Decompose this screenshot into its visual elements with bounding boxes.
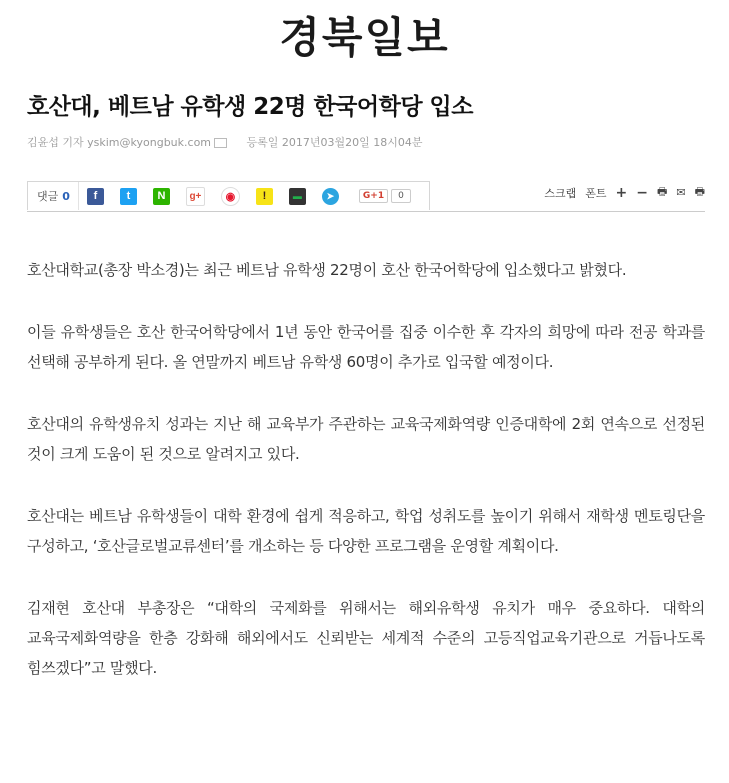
google-plus-one-label: G+1 [359,189,388,203]
share-bar [27,181,430,210]
article-paragraph: 호산대학교(총장 박소경)는 최근 베트남 유학생 22명이 호산 한국어학당에 입소했다고 밝혔다. [27,261,627,279]
twitter-icon[interactable]: t [120,188,137,205]
weibo-icon[interactable]: ◉ [221,187,240,206]
scrap-button[interactable]: 스크랩 [544,186,577,200]
google-plus-one-count: 0 [391,189,411,203]
google-plus-one-button[interactable] [359,189,411,203]
article-paragraph: 호산대의 유학생유치 성과는 지난 해 교육부가 주관하는 교육국제화역량 인증대학에 2회 연속으로 선정된 것이 크게 도움이 된 것으로 알려지고 있다. [27,415,705,463]
print-icon[interactable]: 🖶 [694,185,705,198]
facebook-icon[interactable]: f [87,188,104,205]
article-body [27,255,705,715]
font-decrease-icon[interactable]: − [636,184,648,201]
comment-count: 0 [62,190,70,203]
kakao-icon[interactable]: ! [256,188,273,205]
band-icon[interactable]: ▬ [289,188,306,205]
font-increase-icon[interactable]: + [615,184,628,201]
naver-icon[interactable]: N [153,188,170,205]
author-email[interactable]: yskim@kyongbuk.com [87,136,212,149]
article-paragraph: 김재현 호산대 부총장은 “대학의 국제화를 위해서는 해외유학생 유치가 매우 중요하다. 대학의 교육국제화역량을 한층 강화해 해외에서도 신뢰받는 세계적 수준의 고등직업교육기관으로 거듭나도록 힘쓰겠다”고 말했다. [27,599,705,677]
font-label: 폰트 [585,186,607,200]
article-paragraph: 이들 유학생들은 호산 한국어학당에서 1년 동안 한국어를 집중 이수한 후 각자의 희망에 따라 전공 학과를 선택해 공부하게 된다. 올 연말까지 베트남 유학생 60명이 추가로 입국할 예정이다. [27,323,705,371]
date-label: 등록일 [246,136,279,149]
byline [27,134,423,150]
site-logo[interactable]: 경북일보 [279,13,450,62]
email-share-icon[interactable]: ✉ [676,186,686,199]
print-icon[interactable]: 🖶 [657,185,668,198]
comment-link[interactable]: 댓글 0 [37,190,70,203]
author-name: 김윤섭 기자 [27,136,84,149]
article-tools [535,183,705,202]
divider [78,182,79,210]
article-toolbar [27,181,705,212]
google-plus-icon[interactable]: g+ [186,187,205,206]
email-icon[interactable] [214,138,227,148]
publish-date: 2017년03월20일 18시04분 [281,136,423,149]
article-headline: 호산대, 베트남 유학생 22명 한국어학당 입소 [27,94,473,120]
telegram-icon[interactable]: ➤ [322,188,339,205]
article-paragraph: 호산대는 베트남 유학생들이 대학 환경에 쉽게 적응하고, 학업 성취도를 높이기 위해서 재학생 멘토링단을 구성하고, ‘호산글로벌교류센터’를 개소하는 등 다양한 프로그램을 운영할 계획이다. [27,507,705,555]
